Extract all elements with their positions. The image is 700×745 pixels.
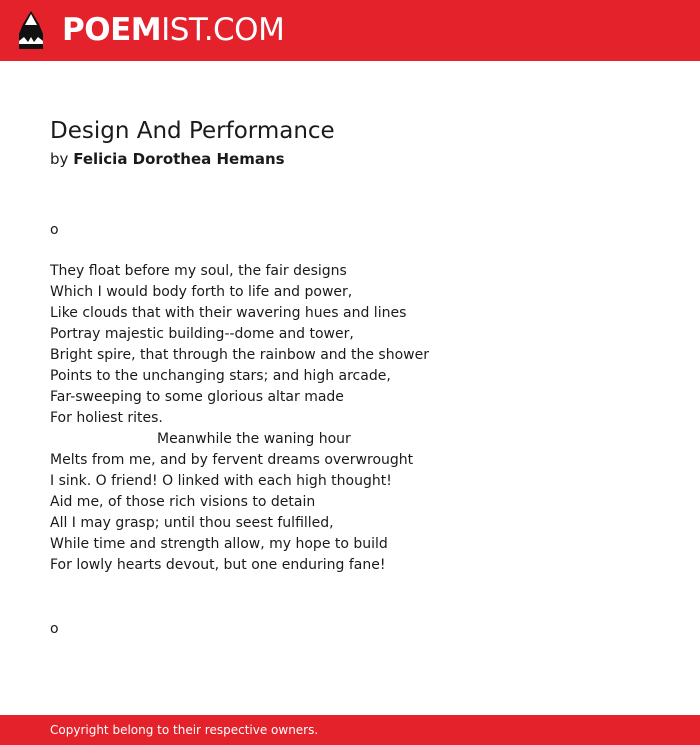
site-header (0, 0, 700, 61)
poem-line: Far-sweeping to some glorious altar made (50, 389, 344, 405)
poem-title: Design And Performance (50, 118, 335, 144)
poem-line: While time and strength allow, my hope to build (50, 536, 388, 552)
poem-line: For holiest rites. (50, 410, 163, 426)
poem-marker-bottom: o (50, 621, 59, 637)
poem-line: Aid me, of those rich visions to detain (50, 494, 316, 510)
poem-line: I sink. O friend! O linked with each high thought! (50, 473, 392, 489)
poem-line: Portray majestic building--dome and tower, (50, 326, 354, 342)
poem-line: Bright spire, that through the rainbow and the shower (50, 347, 429, 363)
poem-line: Like clouds that with their wavering hues and lines (50, 305, 407, 321)
pen-nib-icon[interactable] (17, 10, 45, 50)
poem-line: All I may grasp; until thou seest fulfilled, (50, 515, 334, 531)
poem-line: Melts from me, and by fervent dreams overwrought (50, 452, 414, 468)
poem-author: Felicia Dorothea Hemans (73, 150, 285, 168)
poem-byline (50, 149, 285, 169)
site-logo-text[interactable] (62, 11, 284, 49)
by-label: by (50, 150, 69, 168)
poem-line: They float before my soul, the fair designs (50, 263, 347, 279)
poem-line: Which I would body forth to life and power, (50, 284, 353, 300)
brand-light-text: IST.COM (161, 12, 285, 48)
poem-body (50, 261, 650, 576)
poem-line: Points to the unchanging stars; and high arcade, (50, 368, 391, 384)
site-footer (0, 715, 700, 745)
poem-line: For lowly hearts devout, but one enduring fane! (50, 557, 386, 573)
brand-bold-text: POEM (62, 12, 162, 48)
poem-marker-top: o (50, 222, 59, 238)
copyright-text: Copyright belong to their respective owners. (50, 723, 319, 737)
poem-line: Meanwhile the waning hour (157, 431, 351, 447)
